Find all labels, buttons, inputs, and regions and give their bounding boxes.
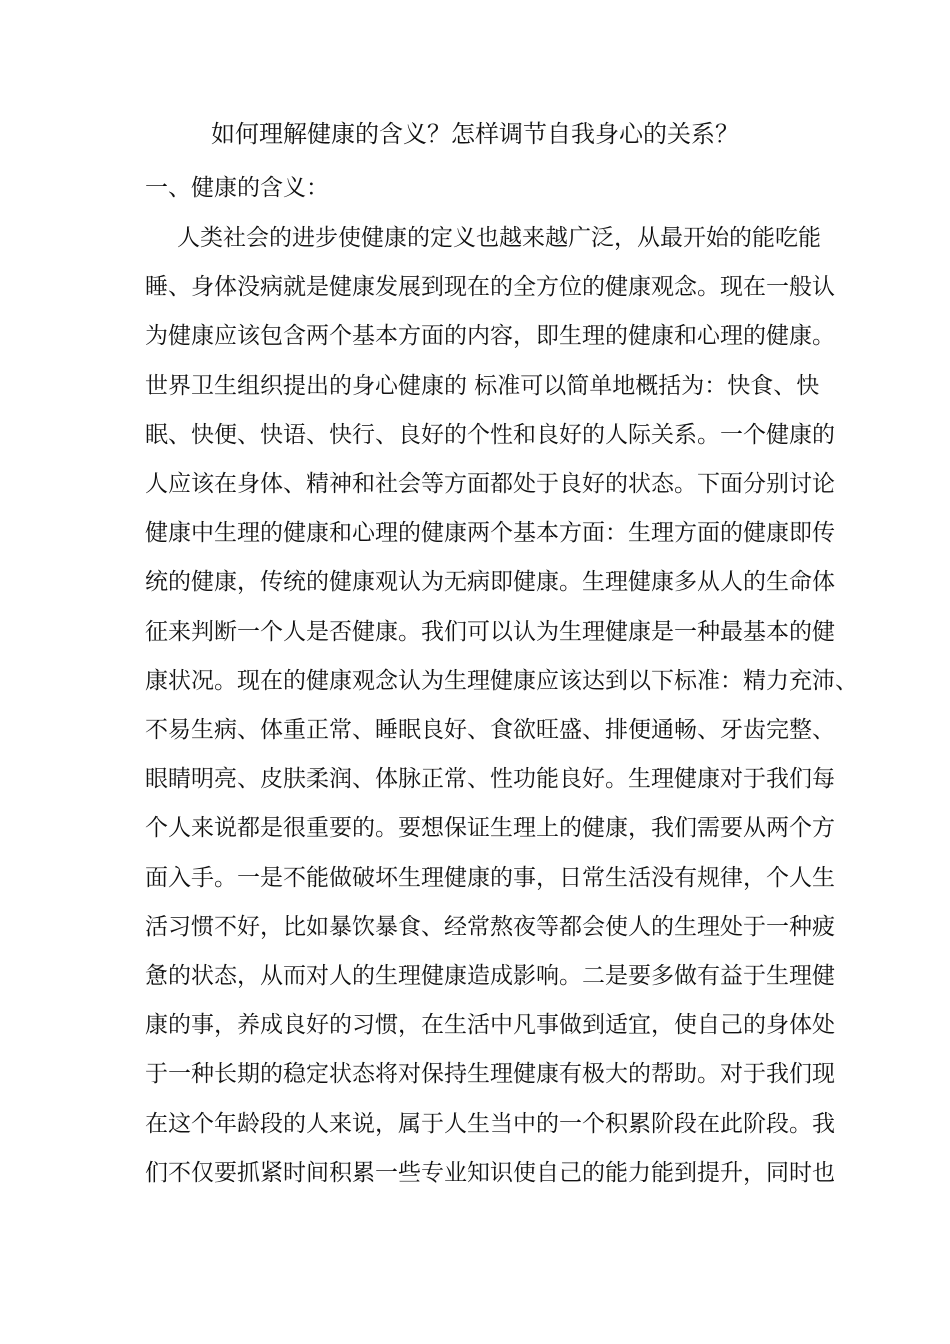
paragraph-line: 在这个年龄段的人来说，属于人生当中的一个积累阶段在此阶段。我 xyxy=(145,1110,835,1137)
paragraph-line: 康的事，养成良好的习惯，在生活中凡事做到适宜，使自己的身体处 xyxy=(145,1012,835,1039)
paragraph-line: 个人来说都是很重要的。要想保证生理上的健康，我们需要从两个方 xyxy=(145,815,835,842)
section-heading: 一、健康的含义： xyxy=(145,175,329,201)
paragraph-line: 面入手。一是不能做破坏生理健康的事，日常生活没有规律，个人生 xyxy=(145,864,835,891)
paragraph-line: 睡、身体没病就是健康发展到现在的全方位的健康观念。现在一般认 xyxy=(145,274,835,301)
paragraph-line: 惫的状态，从而对人的生理健康造成影响。二是要多做有益于生理健 xyxy=(145,963,835,989)
paragraph-line: 人类社会的进步使健康的定义也越来越广泛，从最开始的能吃能 xyxy=(177,225,821,251)
paragraph-line: 征来判断一个人是否健康。我们可以认为生理健康是一种最基本的健 xyxy=(145,618,835,645)
paragraph-line: 统的健康，传统的健康观认为无病即健康。生理健康多从人的生命体 xyxy=(145,569,835,596)
paragraph-line: 健康中生理的健康和心理的健康两个基本方面：生理方面的健康即传 xyxy=(145,520,835,547)
paragraph-line: 世界卫生组织提出的身心健康的 标准可以简单地概括为：快食、快 xyxy=(145,372,820,399)
paragraph-line: 眠、快便、快语、快行、良好的个性和良好的人际关系。一个健康的 xyxy=(145,421,835,448)
paragraph-line: 活习惯不好，比如暴饮暴食、经常熬夜等都会使人的生理处于一种疲 xyxy=(145,913,835,940)
paragraph-line: 眼睛明亮、皮肤柔润、体脉正常、性功能良好。生理健康对于我们每 xyxy=(145,766,835,793)
paragraph-line: 不易生病、体重正常、睡眠良好、食欲旺盛、排便通畅、牙齿完整、 xyxy=(145,717,835,743)
page-title: 如何理解健康的含义？怎样调节自我身心的关系？ xyxy=(211,120,739,148)
paragraph-line: 们不仅要抓紧时间积累一些专业知识使自己的能力能到提升，同时也 xyxy=(145,1159,835,1186)
paragraph-line: 康状况。现在的健康观念认为生理健康应该达到以下标准：精力充沛、 xyxy=(145,667,858,694)
paragraph-line: 于一种长期的稳定状态将对保持生理健康有极大的帮助。对于我们现 xyxy=(145,1061,835,1088)
paragraph-line: 人应该在身体、精神和社会等方面都处于良好的状态。下面分别讨论 xyxy=(145,471,835,497)
paragraph-line: 为健康应该包含两个基本方面的内容，即生理的健康和心理的健康。 xyxy=(145,323,835,350)
